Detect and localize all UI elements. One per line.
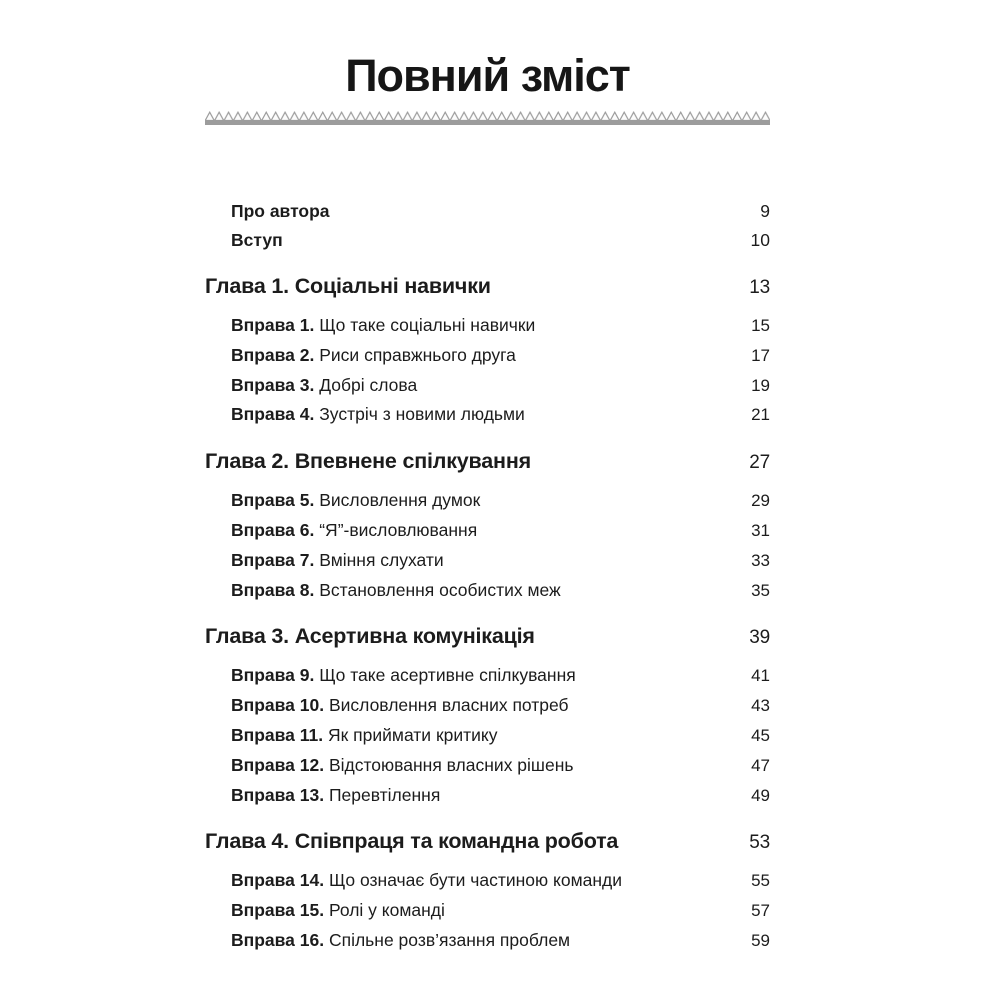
toc-exercise-page: 45 (751, 725, 770, 745)
exercise-title: Вміння слухати (319, 549, 444, 570)
toc-entry-label: Про автора (231, 201, 330, 221)
toc-exercise-label (231, 721, 751, 750)
toc-exercise-label (231, 661, 751, 690)
exercise-title: Що таке асертивне спілкування (319, 665, 576, 686)
exercise-prefix: Вправа 11. (231, 724, 324, 745)
chapter-title: Співпраця та командна робота (294, 829, 619, 854)
exercise-title: Висловлення думок (319, 490, 481, 511)
toc-exercise-entry (205, 926, 770, 956)
toc-exercise-entry (205, 896, 770, 926)
toc-exercise-entry (205, 516, 770, 546)
exercise-prefix: Вправа 4. (231, 404, 315, 425)
toc-exercise-entry (205, 781, 770, 811)
toc-exercise-label (231, 371, 751, 400)
toc-exercise-list (205, 486, 770, 605)
toc-exercise-page: 19 (751, 375, 770, 395)
toc-exercise-list (205, 661, 770, 810)
toc-exercise-entry (205, 866, 770, 896)
chapter-prefix: Глава 4. (205, 829, 289, 854)
toc-exercise-label (231, 341, 751, 370)
toc-exercise-page: 35 (751, 580, 770, 600)
exercise-prefix: Вправа 10. (231, 695, 325, 716)
toc-exercise-label (231, 866, 751, 895)
exercise-title: Встановлення особистих меж (319, 579, 561, 600)
exercise-title: Ролі у команді (328, 900, 445, 921)
toc-exercise-label (231, 781, 751, 810)
toc-exercise-label (231, 576, 751, 605)
toc-chapter-label (205, 446, 749, 476)
toc-exercise-page: 59 (751, 930, 770, 950)
toc-exercise-page: 55 (751, 871, 770, 891)
chapter-title: Соціальні навички (294, 274, 491, 298)
exercise-prefix: Вправа 2. (231, 344, 315, 365)
toc-exercise-page: 47 (751, 755, 770, 775)
exercise-title: Висловлення власних потреб (328, 695, 569, 716)
toc-exercise-page: 49 (751, 785, 770, 805)
toc-chapter-label (205, 826, 749, 856)
exercise-title: Спільне розв’язання проблем (328, 929, 571, 950)
exercise-title: Як приймати критику (328, 724, 498, 745)
exercise-title: Добрі слова (319, 374, 418, 395)
toc-exercise-page: 29 (751, 491, 770, 511)
exercise-title: Риси справжнього друга (319, 344, 516, 365)
chapter-prefix: Глава 3. (205, 624, 289, 649)
toc-chapter-label (205, 621, 749, 651)
toc-exercise-label (231, 896, 751, 925)
toc-chapter-group-1 (205, 271, 770, 430)
toc-exercise-entry (205, 691, 770, 721)
exercise-prefix: Вправа 12. (231, 754, 325, 775)
exercise-prefix: Вправа 9. (231, 665, 315, 686)
toc-chapter-heading (205, 271, 770, 303)
toc-exercise-label (231, 751, 751, 780)
toc-exercise-label (231, 691, 751, 720)
toc-exercise-entry (205, 721, 770, 751)
exercise-prefix: Вправа 7. (231, 549, 315, 570)
exercise-prefix: Вправа 3. (231, 374, 315, 395)
toc-exercise-entry (205, 400, 770, 430)
toc-exercise-page: 31 (751, 520, 770, 540)
toc-exercise-entry (205, 661, 770, 691)
toc-entry-label: Вступ (231, 230, 283, 250)
toc-exercise-page: 41 (751, 666, 770, 686)
toc-exercise-list (205, 866, 770, 955)
toc-exercise-label (231, 926, 751, 955)
toc-entry-intro (205, 226, 770, 255)
zigzag-bar (205, 121, 770, 126)
toc-chapter-group-3 (205, 621, 770, 810)
toc-exercise-entry (205, 546, 770, 576)
exercise-title: Що таке соціальні навички (319, 315, 536, 335)
toc-exercise-page: 15 (751, 316, 770, 335)
toc-chapter-group-2 (205, 446, 770, 605)
exercise-prefix: Вправа 8. (231, 579, 315, 600)
toc-chapter-heading (205, 826, 770, 858)
toc-entry-page: 10 (750, 230, 770, 250)
exercise-title: Зустріч з новими людьми (319, 404, 525, 425)
toc-chapter-heading (205, 621, 770, 653)
toc-exercise-page: 17 (751, 345, 770, 365)
exercise-prefix: Вправа 16. (231, 929, 325, 950)
toc-chapter-page: 13 (749, 277, 770, 298)
chapter-title: Асертивна комунікація (294, 624, 535, 649)
toc-exercise-entry (205, 311, 770, 341)
exercise-title: Що означає бути частиною команди (328, 870, 622, 891)
toc-chapter-page: 39 (749, 627, 770, 649)
chapter-prefix: Глава 2. (205, 449, 289, 474)
toc-exercise-entry (205, 751, 770, 781)
toc-chapter-page: 53 (749, 832, 770, 854)
toc-exercise-label (231, 486, 751, 515)
toc-chapter-heading (205, 446, 770, 478)
toc-exercise-page: 43 (751, 696, 770, 716)
chapter-title: Впевнене спілкування (294, 449, 531, 474)
toc-chapter-group-4 (205, 826, 770, 955)
toc-exercise-entry (205, 576, 770, 606)
toc-entry-page: 9 (760, 201, 770, 221)
toc-exercise-entry (205, 371, 770, 401)
zigzag-divider (205, 111, 770, 126)
toc-exercise-label (231, 311, 751, 340)
exercise-title: Відстоювання власних рішень (328, 754, 574, 775)
toc-exercise-label (231, 546, 751, 575)
exercise-title: “Я”-висловлювання (319, 519, 478, 540)
page-title: Повний зміст (345, 50, 630, 101)
toc-chapter-label (205, 271, 749, 301)
toc-entry-about-author (205, 197, 770, 226)
toc-exercise-entry (205, 486, 770, 516)
zigzag-divider-graphic (205, 111, 770, 126)
toc-exercise-entry (205, 341, 770, 371)
exercise-prefix: Вправа 6. (231, 519, 315, 540)
toc-exercise-list (205, 311, 770, 430)
exercise-title: Перевтілення (328, 784, 441, 805)
toc-chapter-page: 27 (749, 452, 770, 474)
toc-exercise-label (231, 400, 751, 429)
exercise-prefix: Вправа 15. (231, 900, 325, 921)
zigzag-triangle-strip (205, 111, 770, 121)
toc-exercise-page: 33 (751, 550, 770, 570)
exercise-prefix: Вправа 5. (231, 490, 315, 511)
exercise-prefix: Вправа 14. (231, 870, 325, 891)
exercise-prefix: Вправа 1. (231, 315, 315, 335)
toc-exercise-label (231, 516, 751, 545)
chapter-prefix: Глава 1. (205, 274, 289, 298)
toc-exercise-page: 57 (751, 901, 770, 921)
exercise-prefix: Вправа 13. (231, 784, 325, 805)
toc-list (205, 197, 770, 956)
toc-exercise-page: 21 (751, 405, 770, 425)
